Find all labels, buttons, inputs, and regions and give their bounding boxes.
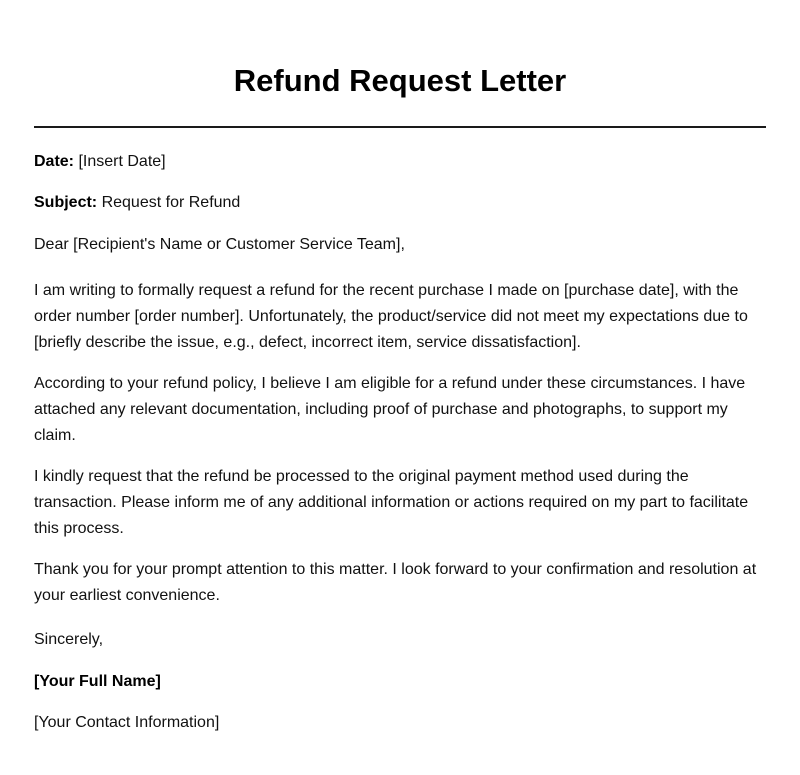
letter-title: Refund Request Letter — [233, 63, 567, 98]
closing: Sincerely, — [34, 631, 104, 648]
subject-line — [34, 190, 766, 216]
date-line — [34, 149, 766, 175]
subject-label: Subject: — [34, 194, 98, 211]
date-value: [Insert Date] — [78, 153, 166, 170]
body-paragraph-4: Thank you for your prompt attention to this matter. I look forward to your confirmation and resolution at your earliest convenience. — [34, 561, 757, 604]
salutation: Dear [Recipient's Name or Customer Service Team], — [34, 236, 405, 253]
title-divider — [34, 126, 766, 128]
date-label: Date: — [34, 153, 75, 170]
body-paragraph-1: I am writing to formally request a refund for the recent purchase I made on [purchase date], with the order number [order number]. Unfortunately, the product/service did not meet my expectations due to [briefly describe the issue, e.g., defect, incorrect item, service dissatisfaction]. — [34, 282, 748, 351]
body-paragraph-3: I kindly request that the refund be processed to the original payment method used during the transaction. Please inform me of any additional information or actions required on my part to facilitate this process. — [34, 468, 749, 537]
contact-info: [Your Contact Information] — [34, 714, 220, 731]
subject-value: Request for Refund — [101, 194, 241, 211]
signature-name: [Your Full Name] — [34, 673, 161, 690]
body-paragraph-2: According to your refund policy, I believe I am eligible for a refund under these circumstances. I have attached any relevant documentation, including proof of purchase and photographs, to support my claim. — [34, 375, 746, 444]
